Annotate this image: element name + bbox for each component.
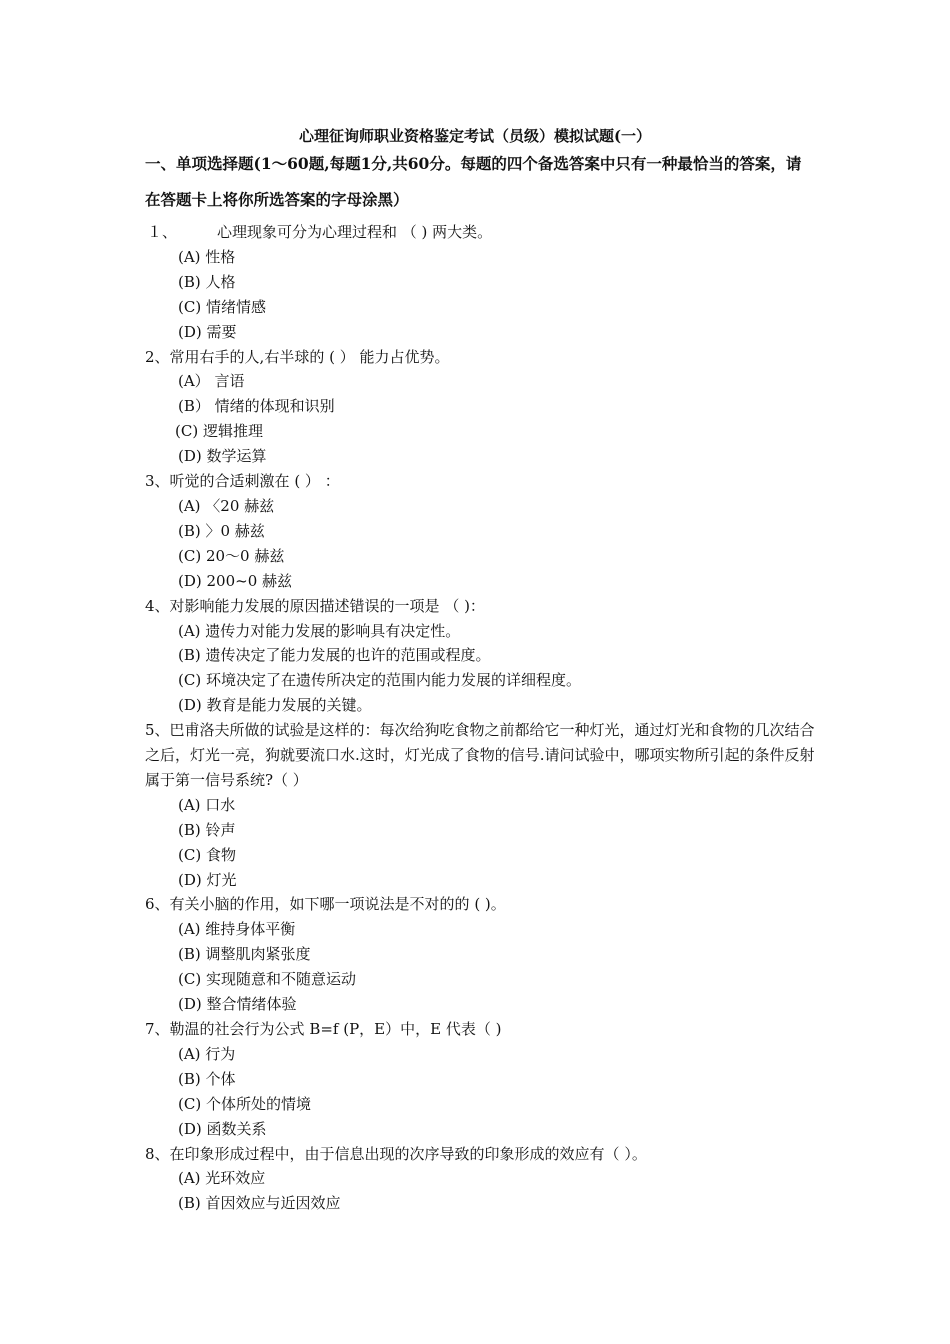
option-a: (A) 行为 — [178, 1044, 236, 1063]
option-a: (A) 口水 — [178, 795, 236, 814]
question-text: 有关小脑的作用，如下哪一项说法是不对的的 ( )。 — [169, 895, 506, 914]
question-number: 7、 — [145, 1020, 170, 1038]
question-text: 勒温的社会行为公式 B=f (P，E）中，E 代表（ ) — [169, 1020, 502, 1038]
question-stem — [145, 1017, 815, 1042]
option-a: (A) 〈20 赫兹 — [178, 496, 275, 515]
option-c: (C) 环境决定了在遗传所决定的范围内能力发展的详细程度。 — [178, 671, 581, 690]
option-d: (D) 需要 — [178, 322, 237, 341]
question-stem — [145, 718, 815, 793]
question-4 — [145, 594, 815, 719]
question-3 — [145, 469, 815, 594]
option-b: (B) 遗传决定了能力发展的也许的范围或程度。 — [178, 646, 491, 665]
option-c: (C) 食物 — [178, 845, 236, 864]
question-number: 8、 — [145, 1144, 170, 1163]
question-stem — [145, 594, 815, 619]
option-d: (D) 200~0 赫兹 — [178, 571, 293, 590]
question-stem — [145, 1142, 815, 1167]
option-b: (B) 首因效应与近因效应 — [178, 1194, 341, 1213]
option-c: (C) 20～0 赫兹 — [178, 546, 285, 565]
question-text: 在印象形成过程中，由于信息出现的次序导致的印象形成的效应有（ ）。 — [169, 1144, 647, 1163]
option-d: (D) 教育是能力发展的关键。 — [178, 696, 372, 715]
option-c: (C) 逻辑推理 — [175, 422, 263, 441]
option-b: (B) 人格 — [178, 272, 236, 291]
section-heading: 一、单项选择题(1～60题,每题1分,共60分。每题的四个备选答案中只有一种最恰当的答案，请在答题卡上将你所选答案的字母涂黑） — [145, 154, 802, 209]
option-d: (D) 函数关系 — [178, 1119, 267, 1138]
option-c: (C) 实现随意和不随意运动 — [178, 970, 356, 989]
question-stem — [145, 220, 815, 245]
question-stem — [145, 892, 815, 917]
question-text: 巴甫洛夫所做的试验是这样的：每次给狗吃食物之前都给它一种灯光，通过灯光和食物的几次结合之后，灯光一亮，狗就要流口水.这时，灯光成了食物的信号.请问试验中，哪项实物所引起的条件反射属于第一信号系统?（ ） — [145, 721, 815, 789]
option-b: (B） 情绪的体现和识别 — [178, 397, 335, 416]
option-b: (B) 调整肌肉紧张度 — [178, 945, 311, 964]
option-d: (D) 数学运算 — [178, 447, 267, 466]
document-title: 心理征询师职业资格鉴定考试（员级）模拟试题(一） — [298, 127, 652, 145]
question-stem — [145, 345, 815, 370]
question-1 — [145, 220, 815, 345]
question-8 — [145, 1142, 815, 1217]
question-5 — [145, 718, 815, 892]
question-number: 5、 — [145, 721, 170, 740]
option-b: (B) 个体 — [178, 1069, 236, 1088]
question-7 — [145, 1017, 815, 1142]
option-a: (A) 性格 — [178, 247, 236, 266]
option-b: (B) 〉0 赫兹 — [178, 521, 265, 540]
option-a: (A) 遗传力对能力发展的影响具有决定性。 — [178, 621, 461, 640]
question-stem — [145, 469, 815, 494]
question-6 — [145, 892, 815, 1017]
question-list — [145, 220, 815, 1216]
option-a: (A) 维持身体平衡 — [178, 920, 296, 939]
question-number: 4、 — [145, 596, 170, 615]
question-number: 6、 — [145, 895, 170, 914]
question-text: 听觉的合适刺激在 ( ） ： — [169, 472, 340, 491]
question-text: 常用右手的人,右半球的 ( ） 能力占优势。 — [169, 347, 450, 366]
option-c: (C) 情绪情感 — [178, 297, 266, 316]
question-number: 3、 — [145, 472, 170, 491]
question-number: 2、 — [145, 347, 170, 366]
option-a: (A） 言语 — [178, 372, 245, 391]
option-d: (D) 整合情绪体验 — [178, 995, 297, 1014]
option-b: (B) 铃声 — [178, 820, 236, 839]
option-a: (A) 光环效应 — [178, 1169, 266, 1188]
option-c: (C) 个体所处的情境 — [178, 1094, 311, 1113]
option-d: (D) 灯光 — [178, 870, 237, 889]
question-number: １、 — [147, 223, 178, 241]
question-2 — [145, 345, 815, 470]
question-text: 心理现象可分为心理过程和 （ ) 两大类。 — [217, 223, 493, 241]
question-text: 对影响能力发展的原因描述错误的一项是 （ )： — [169, 596, 485, 615]
